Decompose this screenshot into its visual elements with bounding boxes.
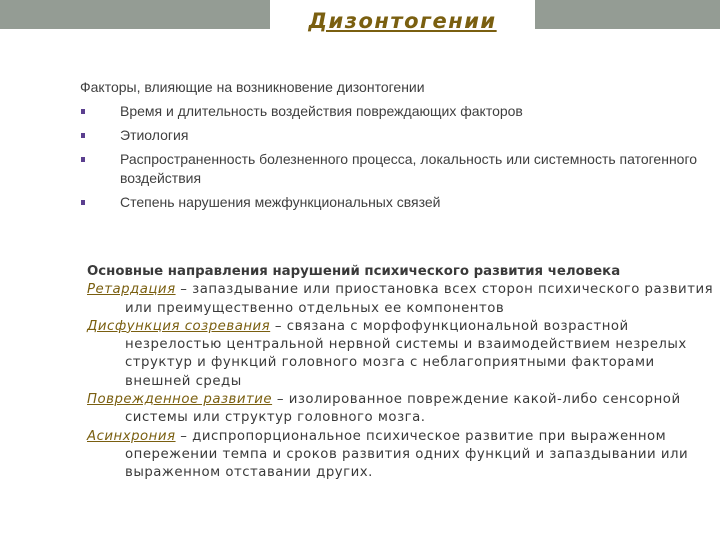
direction-text: – диспропорциональное психическое развитие при выраженном опережении темпа и сроков развития одних функций и запаздывании или выраженном отставании других. [125,428,689,481]
factor-item [80,193,700,212]
factor-item [80,102,700,121]
direction-entry [87,391,717,428]
factors-block [80,78,700,217]
direction-text: – связана с морфофункциональной возрастной незрелостью центральной нервной системы и взаимодействием незрелых структур и функций головного мозга с неблагоприятными факторами внешней среды [125,318,687,389]
directions-heading: Основные направления нарушений психического развития человека [87,264,621,279]
direction-term: Асинхрония [87,428,176,444]
factor-item-text: Распространенность болезненного процесса, локальность или системность патогенного воздействия [120,151,698,186]
slide-title: Дизонтогении [308,9,497,33]
factor-item [80,126,700,145]
direction-entry [87,281,717,318]
factor-item-text: Время и длительность воздействия повреждающих факторов [120,103,523,119]
bullet-icon [81,200,85,205]
bullet-icon [81,109,85,114]
factor-item-text: Этиология [120,127,189,143]
bullet-icon [81,157,85,162]
direction-term: Ретардация [87,282,176,298]
directions-block [87,263,717,483]
factors-heading: Факторы, влияющие на возникновение дизонтогении [80,79,425,95]
direction-text: – запаздывание или приостановка всех сторон психического развития или преимущественно отдельных ее компонентов [125,282,714,316]
factor-item [80,150,700,188]
factor-item-text: Степень нарушения межфункциональных связей [120,194,441,210]
direction-text: – изолированное повреждение какой-либо сенсорной системы или структур головного мозга. [125,392,681,426]
direction-term: Поврежденное развитие [87,392,273,408]
direction-entry [87,318,717,391]
direction-entry [87,428,717,483]
title-box [270,0,535,42]
direction-term: Дисфункция созревания [87,318,271,334]
bullet-icon [81,133,85,138]
